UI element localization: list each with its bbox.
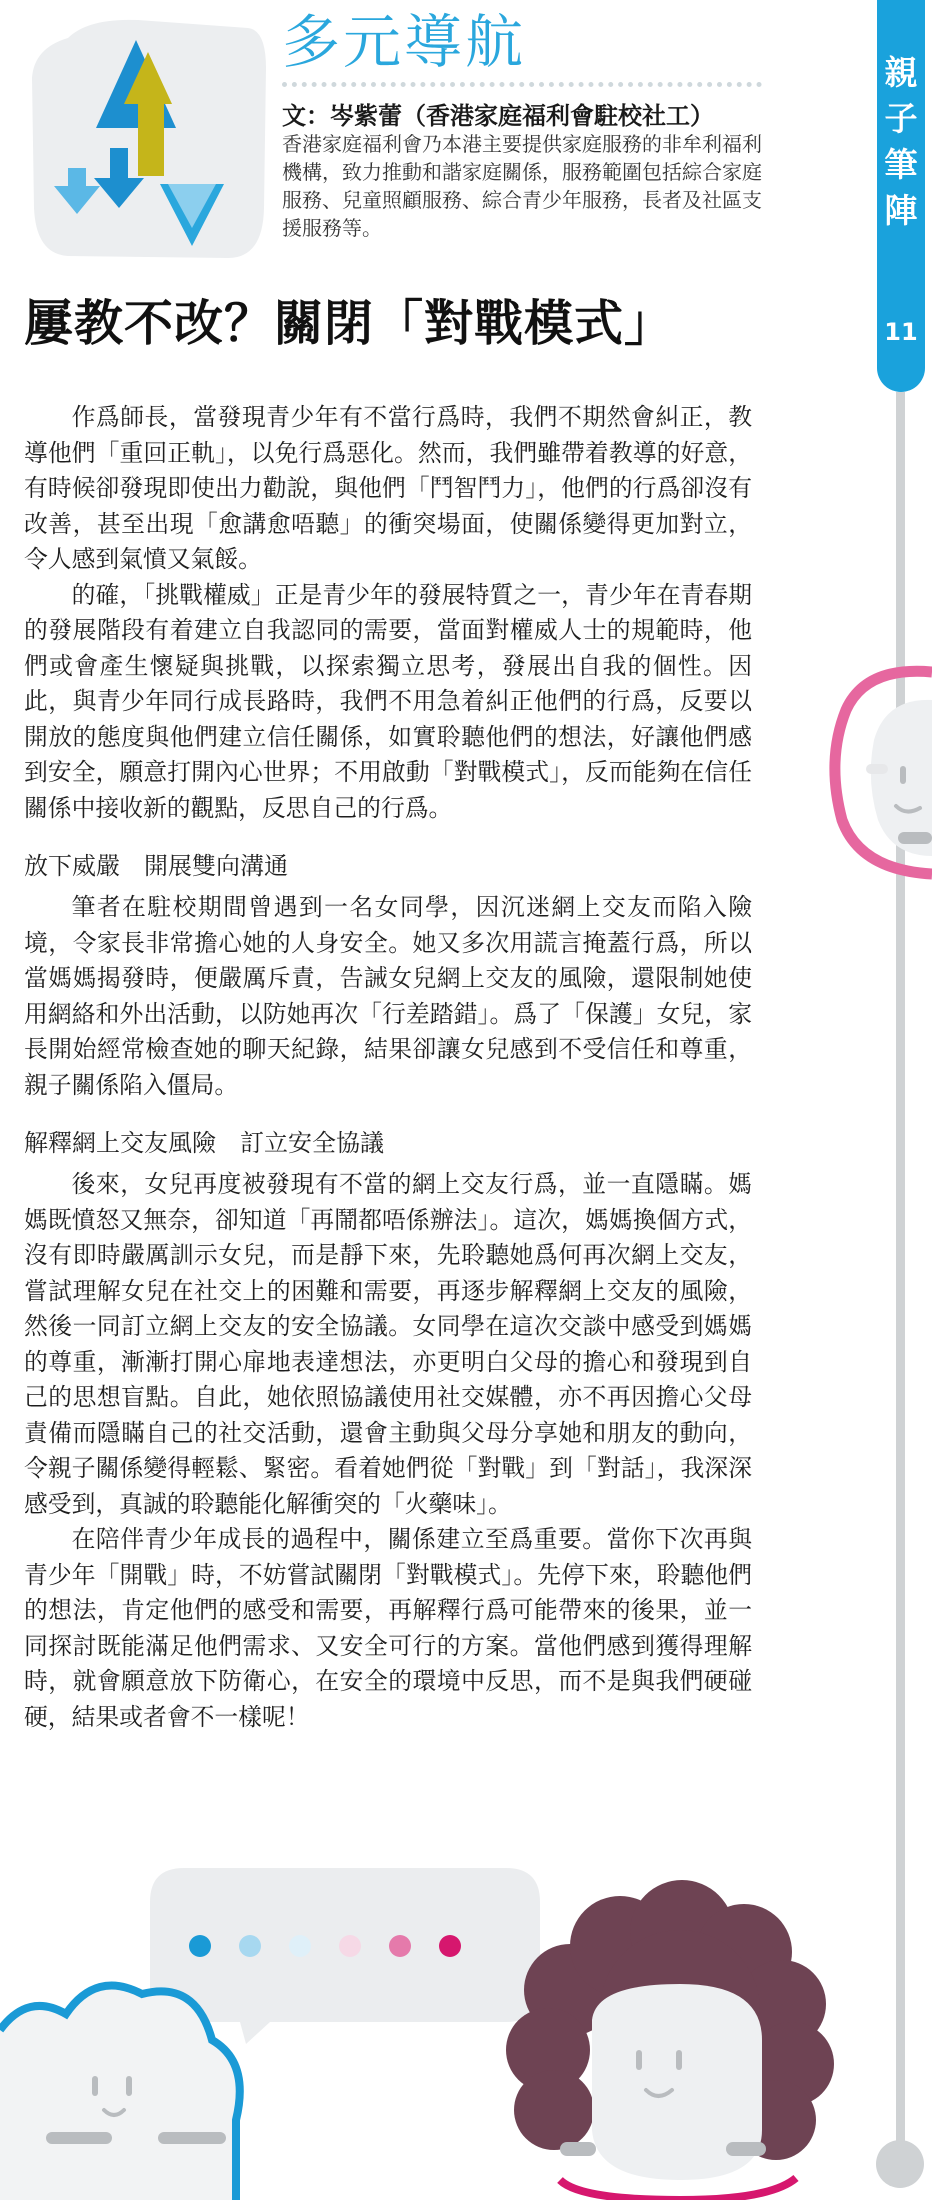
author-byline: 文：岑紫蕾（香港家庭福利會駐校社工） bbox=[282, 101, 714, 130]
subheading: 解釋網上交友風險 訂立安全協議 bbox=[24, 1129, 384, 1157]
dot bbox=[439, 1935, 461, 1957]
paragraph: 作爲師長，當發現青少年有不當行爲時，我們不期然會糾正，教導他們「重回正軌」，以免行爲惡化。然而，我們雖帶着教導的好意，有時候卻發現即使出力勸說，與他們「鬥智鬥力」，他們的行爲卻沒有改善，甚至出現「愈講愈唔聽」的衝突場面，使關係變得更加對立，令人感到氣憤又氣餒。 bbox=[24, 403, 752, 573]
dot bbox=[189, 1935, 211, 1957]
section-title: 多元導航 bbox=[282, 8, 527, 76]
dot bbox=[389, 1935, 411, 1957]
subheading: 放下威嚴 開展雙向溝通 bbox=[24, 852, 288, 880]
dotted-divider bbox=[282, 82, 762, 87]
dot bbox=[289, 1935, 311, 1957]
peeking-face-icon bbox=[826, 660, 932, 880]
column-title: 親子筆陣 bbox=[884, 53, 918, 230]
article-body bbox=[24, 400, 752, 1735]
paragraph: 後來，女兒再度被發現有不當的網上交友行爲，並一直隱瞞。媽媽既憤怒又無奈，卻知道「再鬧都唔係辦法」。這次，媽媽換個方式，沒有即時嚴厲訓示女兒，而是靜下來，先聆聽她爲何再次網上交友，嘗試理解女兒在社交上的困難和需要，再逐步解釋網上交友的風險，然後一同訂立網上交友的安全協議。女同學在這次交談中感受到媽媽的尊重，漸漸打開心扉地表達想法，亦更明白父母的擔心和發現到自己的思想盲點。自此，她依照協議使用社交媒體，亦不再因擔心父母責備而隱瞞自己的社交活動，還會主動與父母分享她和朋友的動向，令親子關係變得輕鬆、緊密。看着她們從「對戰」到「對話」，我深深感受到，真誠的聆聽能化解衝突的「火藥味」。 bbox=[24, 1170, 752, 1518]
cloud-face-icon bbox=[0, 1970, 250, 2200]
column-tab bbox=[877, 0, 925, 392]
organization-description: 香港家庭福利會乃本港主要提供家庭服務的非牟利福利機構，致力推動和諧家庭關係，服務範圍包括綜合家庭服務、兒童照顧服務、綜合青少年服務，長者及社區支援服務等。 bbox=[282, 132, 762, 240]
paragraph: 的確，「挑戰權威」正是青少年的發展特質之一，青少年在青春期的發展階段有着建立自我認同的需要，當面對權威人士的規範時，他們或會產生懷疑與挑戰，以探索獨立思考，發展出自我的個性。因此，與青少年同行成長路時，我們不用急着糾正他們的行爲，反要以開放的態度與他們建立信任關係，如實聆聽他們的想法，好讓他們感到安全，願意打開內心世界；不用啟動「對戰模式」，反而能夠在信任關係中接收新的觀點，反思自己的行爲。 bbox=[24, 580, 752, 822]
dot bbox=[339, 1935, 361, 1957]
curly-hair-face-icon bbox=[500, 1880, 860, 2200]
triangle-arrows-icon bbox=[28, 8, 268, 268]
issue-number: 11 bbox=[884, 318, 918, 346]
headline: 屢教不改？關閉「對戰模式」 bbox=[24, 294, 675, 352]
rail-knob bbox=[876, 2140, 924, 2188]
dot bbox=[239, 1935, 261, 1957]
paragraph: 筆者在駐校期間曾遇到一名女同學，因沉迷網上交友而陷入險境，令家長非常擔心她的人身安全。她又多次用謊言掩蓋行爲，所以當媽媽揭發時，便嚴厲斥責，告誡女兒網上交友的風險，還限制她使用網絡和外出活動，以防她再次「行差踏錯」。爲了「保護」女兒，家長開始經常檢查她的聊天紀錄，結果卻讓女兒感到不受信任和尊重，親子關係陷入僵局。 bbox=[24, 893, 752, 1099]
rail-line bbox=[896, 392, 905, 2160]
paragraph: 在陪伴青少年成長的過程中，關係建立至爲重要。當你下次再與青少年「開戰」時，不妨嘗試關閉「對戰模式」。先停下來，聆聽他們的想法，肯定他們的感受和需要，再解釋行爲可能帶來的後果，並一同探討既能滿足他們需求、又安全可行的方案。當他們感到獲得理解時，就會願意放下防衛心，在安全的環境中反思，而不是與我們硬碰硬，結果或者會不一樣呢！ bbox=[24, 1525, 752, 1731]
